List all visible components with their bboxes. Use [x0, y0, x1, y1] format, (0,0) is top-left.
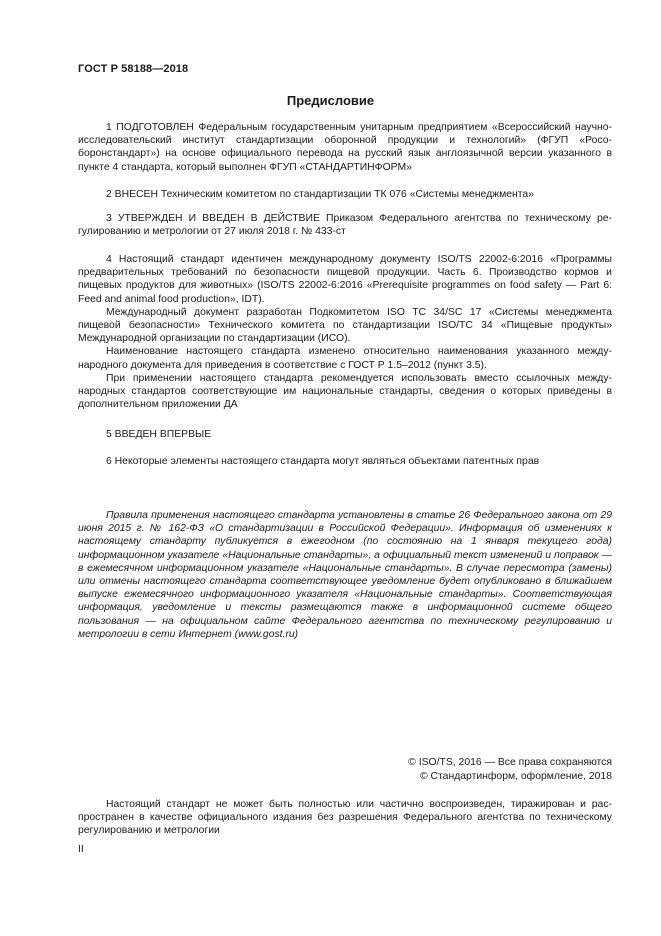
- reproduction-block: [78, 798, 612, 838]
- item-4: [78, 253, 612, 411]
- paragraph: 6 Некоторые элементы настоящего стандарта могут являться объектами патентных прав: [106, 456, 540, 467]
- copyright-block: [408, 756, 612, 784]
- item-1: [78, 121, 612, 174]
- notice-block: [78, 509, 612, 641]
- copyright-standartinform: © Стандартинформ, оформление, 2018: [419, 771, 612, 782]
- item-2: [78, 188, 612, 201]
- notice-text: Правила применения настоящего стандарта установлены в статье 26 Федерального закона от 29 июня 2015 г. № 162-ФЗ «О стандартизации в Российской Федерации». Информация об изменениях к настоящему стандарту публикуется в ежегодном (по состоянию на 1 января текущего года) информационном указателе «Национальные стандарты», а официальный текст изменений и поправок — в ежемесячном информационном указателе «Национальные стандарты». В случае пересмотра (замены) или отмены настоящего стандарта соответствующее уведомление будет опубликовано в ближайшем выпуске ежемесячного информационного указателя «Национальные стандарты». Соответствующая информация, уведомление и тексты размещаются также в информационной системе общего пользования — на официальном сайте Федерального агентства по техническому регулированию и метрологии в сети Интернет (www.gost.ru): [78, 510, 612, 640]
- item-5: [78, 428, 612, 441]
- paragraph: 5 ВВЕДЕН ВПЕРВЫЕ: [106, 429, 212, 440]
- item-6: [78, 455, 612, 468]
- copyright-iso: © ISO/TS, 2016 — Все права сохраняются: [408, 757, 612, 768]
- paragraph: При применении настоящего стандарта рекомендуется использовать вместо ссылочных международных стандартов соответствующие им национальные стандарты, сведения о которых приведены в дополнительном приложении ДА: [78, 372, 612, 411]
- reproduction-text: Настоящий стандарт не может быть полностью или частично воспроизведен, тиражирован и распространен в качестве официального издания без разрешения Федерального агентства по техническому регулированию и метрологии: [78, 799, 612, 837]
- paragraph: 4 Настоящий стандарт идентичен международному документу ISO/TS 22002-6:2016 «Программы предварительных требований по безопасности пищевой продукции. Часть 6. Производство кормов и пищевых продуктов для животных» (ISO/TS 22002-6:2016 «Prerequisite programmes on food safety — Part 6: Feed and animal food production», IDT).: [78, 254, 612, 305]
- item-3: [78, 212, 612, 238]
- page-number: II: [78, 844, 84, 855]
- paragraph: 3 УТВЕРЖДЕН И ВВЕДЕН В ДЕЙСТВИЕ Приказом Федерального агентства по техническому регулированию и метрологии от 27 июля 2018 г. № 433-ст: [78, 213, 612, 238]
- page-title: Предисловие: [286, 93, 375, 108]
- paragraph: 1 ПОДГОТОВЛЕН Федеральным государственным унитарным предприятием «Всероссийский научно-исследовательский институт стандартизации оборонной продукции и технологий» (ФГУП «Рособоронстандарт») на основе официального перевода на русский язык англоязычной версии указанного в пункте 4 стандарта, который выполнен ФГУП «СТАНДАРТИНФОРМ»: [78, 122, 612, 173]
- document-code: ГОСТ Р 58188—2018: [78, 63, 189, 75]
- paragraph: Наименование настоящего стандарта изменено относительно наименования указанного международного документа для приведения в соответствие с ГОСТ Р 1.5–2012 (пункт 3.5).: [78, 346, 612, 371]
- paragraph: Международный документ разработан Подкомитетом ISO TC 34/SC 17 «Системы менеджмента пищевой безопасности» Технического комитета по стандартизации ISO/TC 34 «Пищевые продукты» Международной организации по стандартизации (ИСО).: [78, 306, 612, 345]
- paragraph: 2 ВНЕСЕН Техническим комитетом по стандартизации ТК 076 «Системы менеджмента»: [106, 189, 534, 200]
